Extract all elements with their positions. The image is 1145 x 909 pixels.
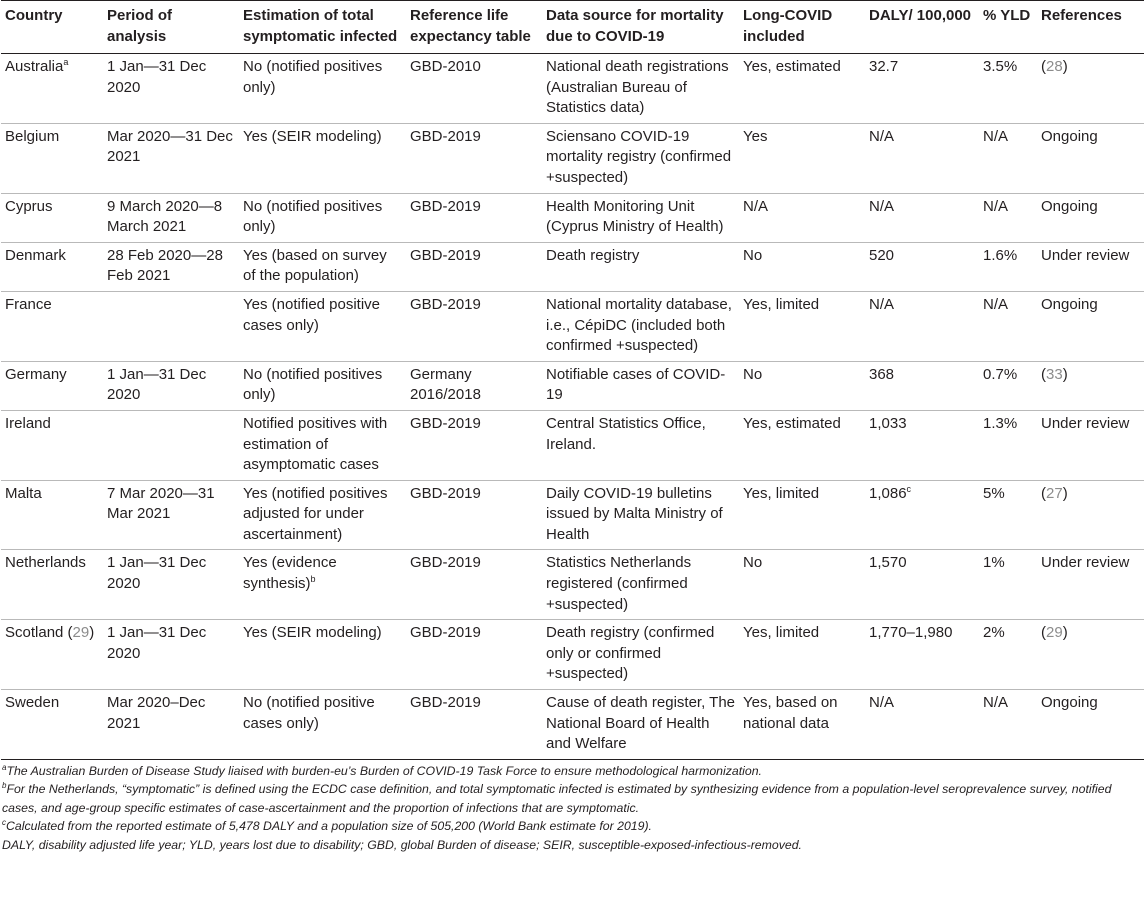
cell-long-covid [739,242,865,291]
cell-text: GBD-2019 [410,295,481,313]
cell-text: N/A [983,197,1009,215]
cell-yld [979,410,1037,480]
reference-text: ) [1062,624,1068,642]
cell-refs [1037,480,1144,550]
cell-text: Yes, estimated [743,414,841,432]
cell-estimation [239,123,406,193]
cell-data-source [542,550,739,620]
cell-text: GBD-2019 [410,127,481,145]
table-row [1,410,1144,480]
reference-text: Ongoing [1041,197,1098,215]
cell-period [103,480,239,550]
cell-yld [979,291,1037,361]
cell-estimation [239,480,406,550]
cell-refs [1037,54,1144,124]
cell-refs [1037,361,1144,410]
reference-text: Ongoing [1041,127,1098,145]
cell-text: No [743,554,763,572]
cell-text: Mar 2020–Dec 2021 [107,694,206,732]
cell-text: GBD-2019 [410,694,481,712]
cell-text: Yes, based on national data [743,694,838,732]
cell-text: 0.7% [983,365,1018,383]
cell-text: 9 March 2020—8 March 2021 [107,197,223,236]
cell-text: Yes, limited [743,484,820,502]
cell-refs [1037,410,1144,480]
cell-text: Mar 2020—31 Dec 2021 [107,127,233,166]
cell-country [1,620,103,690]
cell-text: Yes (SEIR modeling) [243,624,382,642]
table-row [1,54,1144,124]
cell-text: 1 Jan—31 Dec 2020 [107,624,207,662]
table-row [1,123,1144,193]
cell-data-source [542,193,739,242]
cell-text: N/A [983,295,1009,313]
reference-link[interactable]: 29 [1046,624,1063,642]
country-name: Belgium [5,127,60,145]
cell-long-covid [739,361,865,410]
table-footnotes [2,762,1145,855]
footnote-marker: a [63,57,69,67]
cell-text: No (notified positives only) [243,365,383,404]
cell-text: Statistics Netherlands registered (confirmed +suspected) [546,554,692,613]
table-row [1,291,1144,361]
cell-text: 3.5% [983,58,1018,75]
table-row [1,480,1144,550]
country-name: Cyprus [5,197,53,215]
cell-yld [979,193,1037,242]
covid-burden-table [1,0,1144,760]
reference-link[interactable]: 33 [1046,365,1063,383]
cell-life-table [406,620,542,690]
cell-text: Yes (notified positives adjusted for under ascertainment) [243,484,388,543]
country-name: Scotland ( [5,624,73,642]
cell-period [103,123,239,193]
cell-yld [979,242,1037,291]
footnote-a: $^a$The Australian Burden of Disease Study liaised with burden-eu’s Burden of COVID-19 Task Force to ensure methodological harmonization. [2,762,762,778]
reference-text: Ongoing [1041,295,1098,313]
cell-period [103,550,239,620]
table-row [1,620,1144,690]
header-row [1,1,1144,54]
country-name: Netherlands [5,554,86,572]
header-data-source: Data source for mortality due to COVID-19 [546,7,724,45]
cell-text: 28 Feb 2020—28 Feb 2021 [107,246,223,285]
header-yld: % YLD [983,7,1031,24]
cell-refs [1037,123,1144,193]
cell-text: 2% [983,624,1005,642]
cell-long-covid [739,291,865,361]
cell-text: No [743,365,763,383]
cell-long-covid [739,54,865,124]
cell-country [1,193,103,242]
cell-text: N/A [869,197,895,215]
cell-country [1,291,103,361]
cell-text: 520 [869,246,895,264]
table-row [1,193,1144,242]
cell-life-table [406,550,542,620]
cell-daly [865,291,979,361]
cell-text: No [743,246,763,264]
country-name: France [5,295,52,313]
reference-text: ( [1041,624,1046,642]
footnote-marker: b [310,574,316,585]
table-row [1,242,1144,291]
cell-estimation [239,690,406,760]
cell-daly [865,480,979,550]
cell-life-table [406,123,542,193]
cell-life-table [406,480,542,550]
cell-text: Notified positives with estimation of asymptomatic cases [243,414,388,474]
cell-daly [865,193,979,242]
cell-estimation [239,361,406,410]
cell-refs [1037,620,1144,690]
header-period: Period of analysis [107,7,173,45]
cell-yld [979,690,1037,760]
cell-refs [1037,690,1144,760]
cell-country [1,123,103,193]
cell-estimation [239,193,406,242]
abbreviations: DALY, disability adjusted life year; YLD, years lost due to disability; GBD, global Burden of disease; SEIR, susceptible-exposed-infectious-removed. [2,837,802,852]
cell-life-table [406,242,542,291]
cell-text: GBD-2019 [410,484,481,502]
cell-life-table [406,291,542,361]
cell-text: Yes [743,127,768,145]
cell-text: No (notified positive cases only) [243,694,375,732]
cell-estimation [239,54,406,124]
cell-text: Yes (SEIR modeling) [243,127,382,145]
cell-data-source [542,480,739,550]
cell-text: N/A [869,127,895,145]
cell-long-covid [739,123,865,193]
cell-country [1,242,103,291]
cell-yld [979,550,1037,620]
cell-long-covid [739,620,865,690]
cell-long-covid [739,550,865,620]
reference-link[interactable]: 27 [1046,484,1063,502]
cell-text: Central Statistics Office, Ireland. [546,414,706,453]
cell-estimation [239,550,406,620]
table-row [1,550,1144,620]
header-country: Country [5,7,63,24]
cell-data-source [542,242,739,291]
cell-text: Yes (based on survey of the population) [243,246,387,285]
cell-text: 7 Mar 2020—31 Mar 2021 [107,484,215,523]
reference-text: ( [1041,58,1046,75]
cell-text: 1.6% [983,246,1018,264]
cell-text: Yes, estimated [743,58,841,75]
reference-text: ) [1062,484,1068,502]
cell-text: GBD-2010 [410,58,481,75]
header-daly: DALY/ 100,000 [869,7,972,24]
country-name: Germany [5,365,67,383]
cell-text: 32.7 [869,58,899,75]
country-name: Ireland [5,414,51,432]
cell-text: No (notified positives only) [243,197,383,236]
cell-text: 1 Jan—31 Dec 2020 [107,554,207,593]
cell-text: 1,033 [869,414,907,432]
cell-text: GBD-2019 [410,414,481,432]
cell-text: Death registry (confirmed only or confirmed +suspected) [546,624,715,683]
reference-text: Under review [1041,414,1130,432]
cell-long-covid [739,193,865,242]
cell-yld [979,361,1037,410]
cell-daly [865,690,979,760]
cell-country [1,550,103,620]
cell-yld [979,480,1037,550]
header-references: References [1041,7,1122,24]
reference-text: ) [1062,365,1068,383]
cell-text: GBD-2019 [410,624,481,642]
cell-text: Yes (notified positive cases only) [243,295,381,334]
cell-daly [865,123,979,193]
cell-life-table [406,690,542,760]
cell-country [1,480,103,550]
cell-estimation [239,620,406,690]
cell-data-source [542,690,739,760]
cell-yld [979,123,1037,193]
cell-text: N/A [869,694,895,712]
cell-estimation [239,410,406,480]
cell-life-table [406,361,542,410]
cell-text: GBD-2019 [410,554,481,572]
cell-long-covid [739,410,865,480]
cell-daly [865,242,979,291]
cell-refs [1037,550,1144,620]
footnote-marker: c [906,483,912,494]
cell-refs [1037,242,1144,291]
country-name: Denmark [5,246,66,264]
cell-text: 1% [983,554,1005,572]
cell-period [103,620,239,690]
cell-text: National death registrations (Australian Bureau of Statistics data) [546,58,729,117]
header-estimation: Estimation of total symptomatic infected [243,7,398,45]
country-name: Australia [5,58,64,75]
footnote-c: $^c$Calculated from the reported estimate of 5,478 DALY and a population size of 505,200 (World Bank estimate for 2019). [2,818,652,834]
cell-text: No (notified positives only) [243,58,383,96]
cell-period [103,54,239,124]
cell-data-source [542,620,739,690]
cell-text: Yes, limited [743,295,820,313]
reference-link[interactable]: 28 [1046,58,1063,75]
cell-text: 5% [983,484,1005,502]
cell-period [103,242,239,291]
cell-text: N/A [869,295,895,313]
cell-country [1,361,103,410]
cell-text: 1,570 [869,554,907,572]
reference-text: ( [1041,484,1046,502]
cell-text: 1,086 [869,484,907,502]
cell-text: Notifiable cases of COVID-19 [546,365,726,404]
table-row [1,361,1144,410]
cell-period [103,291,239,361]
footnote-b: $^b$For the Netherlands, “symptomatic” is defined using the ECDC case definition, and total symptomatic infected is estimated by synthesizing evidence from a population-level seroprevalence survey, notified cases, and age-group specific estimates of case-ascertainment and the proportion of infections that are symptomatic. [2,781,1112,815]
cell-text: Yes, limited [743,624,820,642]
cell-daly [865,54,979,124]
cell-long-covid [739,480,865,550]
cell-text: 1,770–1,980 [869,624,953,642]
cell-text: 1 Jan—31 Dec 2020 [107,58,207,96]
cell-country [1,690,103,760]
reference-text: Ongoing [1041,694,1098,712]
cell-text: N/A [983,127,1009,145]
reference-text: Under review [1041,246,1130,264]
cell-daly [865,410,979,480]
cell-yld [979,54,1037,124]
table-row [1,690,1144,760]
cell-text: 368 [869,365,895,383]
cell-text: 1 Jan—31 Dec 2020 [107,365,207,404]
cell-life-table [406,193,542,242]
country-name: ) [89,624,95,642]
cell-refs [1037,291,1144,361]
cell-estimation [239,291,406,361]
cell-text: National mortality database, i.e., CépiDC (included both confirmed +suspected) [546,295,732,355]
country-name: Malta [5,484,42,502]
cell-life-table [406,410,542,480]
cell-yld [979,620,1037,690]
cell-period [103,193,239,242]
cell-text: Death registry [546,246,640,264]
cell-text: N/A [983,694,1009,712]
cell-text: Yes (evidence synthesis) [243,554,337,593]
cell-data-source [542,361,739,410]
cell-text: GBD-2019 [410,246,481,264]
cell-text: N/A [743,197,769,215]
header-long-covid: Long-COVID included [743,7,833,45]
cell-refs [1037,193,1144,242]
reference-link[interactable]: 29 [72,624,90,642]
cell-text: 1.3% [983,414,1018,432]
cell-long-covid [739,690,865,760]
reference-text: ( [1041,365,1046,383]
country-name: Sweden [5,694,60,712]
cell-data-source [542,54,739,124]
cell-country [1,410,103,480]
cell-period [103,361,239,410]
cell-text: Germany 2016/2018 [410,365,481,404]
cell-text: Cause of death register, The National Board of Health and Welfare [546,694,736,753]
cell-period [103,690,239,760]
cell-period [103,410,239,480]
cell-life-table [406,54,542,124]
cell-country [1,54,103,124]
cell-text: GBD-2019 [410,197,481,215]
cell-daly [865,620,979,690]
cell-text: Health Monitoring Unit (Cyprus Ministry of Health) [546,197,724,236]
reference-text: Under review [1041,554,1130,572]
cell-data-source [542,123,739,193]
cell-daly [865,361,979,410]
cell-text: Sciensano COVID-19 mortality registry (confirmed +suspected) [546,127,732,186]
cell-data-source [542,291,739,361]
cell-data-source [542,410,739,480]
cell-estimation [239,242,406,291]
reference-text: ) [1062,58,1068,75]
header-life-table: Reference life expectancy table [410,7,531,45]
cell-daly [865,550,979,620]
cell-text: Daily COVID-19 bulletins issued by Malta Ministry of Health [546,484,723,543]
